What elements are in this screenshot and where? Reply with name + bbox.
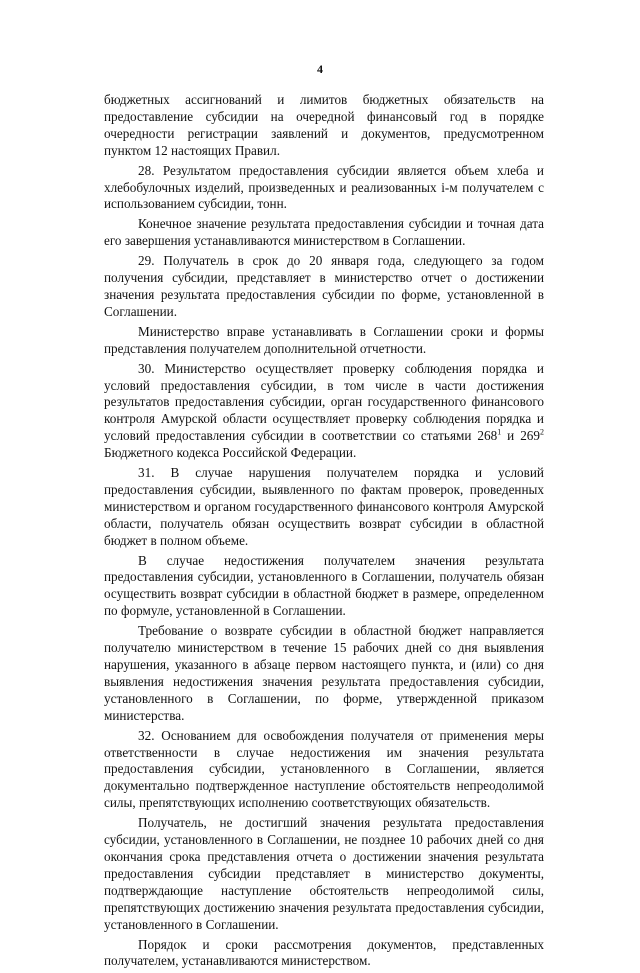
paragraph-30-control	[104, 361, 544, 462]
paragraph-force-majeure-documents: Получатель, не достигший значения результата предоставления субсидии, установленного в Соглашении, не позднее 10 рабочих дней со дня окончания срока представления отчета о достижении значения результата предоставления субсидии представляет в министерство документы, подтверждающие наступление обстоятельств непреодолимой силы, препятствующих достижению значения результата предоставления субсидии, установленного в Соглашении.	[104, 815, 544, 932]
paragraph-30-text-before: 30. Министерство осуществляет проверку соблюдения порядка и условий предоставления субсидии, в том числе в части достижения результатов предоставления субсидии, орган государственного финансового контроля Амурской области осуществляет проверку соблюдения порядка и условий предоставления субсидии в соответствии со статьями 268	[104, 360, 544, 444]
paragraph-30-text-after: Бюджетного кодекса Российской Федерации.	[104, 445, 357, 461]
article-268-superscript: 1	[497, 427, 502, 437]
article-269-superscript: 2	[540, 427, 544, 437]
paragraph-additional-reporting: Министерство вправе устанавливать в Соглашении сроки и формы представления получателем дополнительной отчетности.	[104, 323, 544, 356]
document-body	[104, 92, 544, 973]
paragraph-28-result: 28. Результатом предоставления субсидии является объем хлеба и хлебобулочных изделий, произведенных и реализованных i-м получателем с использованием субсидии, тонн.	[104, 162, 544, 212]
paragraph-refund-requirement: Требование о возврате субсидии в областной бюджет направляется получателю министерством в течение 15 рабочих дней со дня выявления нарушения, указанного в абзаце первом настоящего пункта, и (или) со дня выявления недостижения значения результата предоставления субсидии, установленного в Соглашении, по форме, утвержденной приказом министерства.	[104, 623, 544, 723]
paragraph-continuation: бюджетных ассигнований и лимитов бюджетных обязательств на предоставление субсидии на очередной финансовый год в порядке очередности регистрации заявлений и документов, предусмотренном пунктом 12 настоящих Правил.	[104, 92, 544, 158]
paragraph-underachievement: В случае недостижения получателем значения результата предоставления субсидии, установленного в Соглашении, получатель обязан осуществить возврат субсидии в областной бюджет в размере, определенном по формуле, установленной в Соглашении.	[104, 552, 544, 619]
paragraph-32-force-majeure: 32. Основанием для освобождения получателя от применения меры ответственности в случае недостижения им значения результата предоставления субсидии, установленного в Соглашении, является документально подтвержденное наступление обстоятельств непреодолимой силы, препятствующих исполнению соответствующих обязательств.	[104, 727, 544, 811]
paragraph-review-procedure: Порядок и сроки рассмотрения документов, представленных получателем, устанавливаются министерством.	[104, 936, 544, 969]
page-number: 4	[317, 62, 323, 76]
paragraph-31-violation: 31. В случае нарушения получателем порядка и условий предоставления субсидии, выявленного по фактам проверок, проведенных министерством и органом государственного финансового контроля Амурской области, получатель обязан осуществить возврат субсидии в областной бюджет в полном объеме.	[104, 465, 544, 548]
paragraph-30-text-middle: и 269	[501, 428, 540, 444]
paragraph-final-value: Конечное значение результата предоставления субсидии и точная дата его завершения устанавливаются министерством в Соглашении.	[104, 216, 544, 249]
paragraph-29-report: 29. Получатель в срок до 20 января года, следующего за годом получения субсидии, представляет в министерство отчет о достижении значения результата предоставления субсидии по форме, установленной в Соглашении.	[104, 253, 544, 319]
